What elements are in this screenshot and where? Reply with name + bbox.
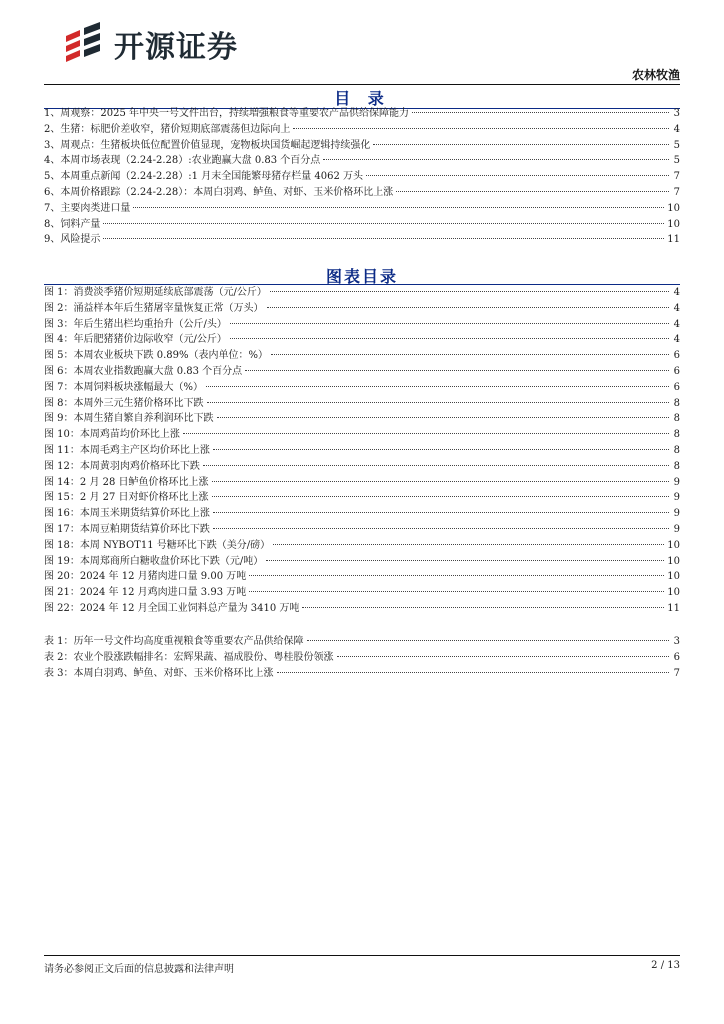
logo-mark-icon	[62, 22, 106, 66]
dot-leader	[230, 338, 669, 339]
toc-item-page: 7	[673, 171, 680, 183]
figure-item-label: 2024 年 12 月全国工业饲料总产量为 3410 万吨	[79, 602, 300, 614]
figure-item-label: 本周鸡苗均价环比上涨	[79, 429, 180, 441]
figure-item-number: 图 10：	[44, 429, 80, 441]
table-item-page: 3	[673, 636, 680, 647]
toc-item-number: 4、	[44, 155, 61, 167]
figure-item-label: 本周 NYBOT11 号糖环比下跌（美分/磅）	[79, 539, 271, 551]
figure-item-number: 图 18：	[44, 539, 80, 551]
dot-leader	[412, 112, 669, 113]
toc-item-number: 2、	[44, 123, 61, 135]
figure-item[interactable]	[44, 585, 680, 601]
table-item-number: 表 2：	[44, 651, 74, 663]
figure-item-number: 图 8：	[44, 397, 74, 409]
header-divider	[44, 84, 680, 85]
footer-disclaimer: 请务必参阅正文后面的信息披露和法律声明	[44, 964, 234, 975]
toc-item-number: 3、	[44, 139, 61, 151]
dot-leader	[302, 607, 664, 608]
footer-divider	[44, 955, 680, 956]
toc-item-number: 9、	[44, 234, 61, 246]
figure-item-label: 本周农业指数跑赢大盘 0.83 个百分点	[73, 365, 243, 377]
figure-item[interactable]	[44, 332, 680, 348]
toc-item-page: 10	[667, 218, 680, 230]
figure-item-label: 本周外三元生猪价格环比下跌	[73, 397, 204, 409]
figure-item-label: 本周豆粕期货结算价环比下跌	[79, 523, 210, 535]
brand-logo	[62, 22, 238, 66]
brand-name: 开源证券	[114, 30, 238, 65]
figure-item[interactable]	[44, 506, 680, 522]
figure-item-label: 本周生猪自繁自养利润环比下跌	[73, 413, 214, 425]
table-list	[44, 634, 680, 681]
dot-leader	[212, 496, 669, 497]
dot-leader	[270, 291, 669, 292]
toc-item-number: 1、	[44, 108, 61, 119]
toc-title: 目 录	[334, 89, 390, 108]
figure-item[interactable]	[44, 569, 680, 585]
toc-item-page: 3	[673, 108, 680, 119]
page-number: 2 / 13	[651, 960, 680, 971]
dot-leader	[213, 449, 669, 450]
toc-item[interactable]	[44, 169, 680, 185]
figure-item-label: 本周郑商所白糖收盘价环比下跌（元/吨）	[79, 555, 264, 567]
figure-item-label: 2024 年 12 月鸡肉进口量 3.93 万吨	[79, 587, 247, 599]
dot-leader	[337, 656, 669, 657]
table-item-label: 历年一号文件均高度重视粮食等重要农产品供给保障	[73, 636, 304, 647]
figure-item-page: 10	[667, 571, 680, 583]
figure-item-number: 图 5：	[44, 350, 74, 362]
dot-leader	[217, 417, 669, 418]
toc-item-page: 5	[673, 139, 680, 151]
figure-item-page: 8	[673, 460, 680, 472]
figure-item-page: 6	[673, 381, 680, 393]
toc-item-label: 风险提示	[60, 234, 101, 246]
figure-item-page: 9	[673, 476, 680, 488]
figure-item-page: 8	[673, 397, 680, 409]
figure-item[interactable]	[44, 396, 680, 412]
figure-item-label: 年后肥猪猪价边际收窄（元/公斤）	[73, 334, 227, 346]
toc-item[interactable]	[44, 185, 680, 201]
toc-item-label: 周观点：生猪板块低位配置价值显现，宠物板块国货崛起逻辑持续强化	[60, 139, 371, 151]
dot-leader	[267, 307, 669, 308]
figure-item-label: 本周玉米期货结算价环比上涨	[79, 508, 210, 520]
figure-item-label: 本周饲料板块涨幅最大（%）	[73, 381, 204, 393]
dot-leader	[212, 481, 669, 482]
figure-item-page: 10	[667, 587, 680, 599]
table-item-label: 农业个股涨跌幅排名：宏辉果蔬、福成股份、粤桂股份领涨	[73, 651, 334, 663]
figure-item-number: 图 19：	[44, 555, 80, 567]
dot-leader	[245, 370, 669, 371]
dot-leader	[249, 591, 664, 592]
figure-item-page: 4	[673, 287, 680, 298]
figure-item-page: 9	[673, 492, 680, 504]
figure-item-label: 2 月 27 日对虾价格环比上涨	[79, 492, 209, 504]
figure-item-label: 涌益样本年后生猪屠宰量恢复正常（万头）	[73, 302, 264, 314]
toc-item-label: 本周市场表现（2.24-2.28）:农业跑赢大盘 0.83 个百分点	[60, 155, 321, 167]
toc-item-number: 7、	[44, 202, 61, 214]
toc-item-number: 5、	[44, 171, 61, 183]
toc-item-page: 11	[667, 234, 680, 246]
figure-item-number: 图 21：	[44, 587, 80, 599]
table-item-page: 7	[673, 667, 680, 679]
figure-item[interactable]	[44, 475, 680, 491]
figure-item[interactable]	[44, 364, 680, 380]
dot-leader	[277, 672, 669, 673]
table-item-number: 表 3：	[44, 667, 74, 679]
figure-item[interactable]	[44, 443, 680, 459]
toc-list	[44, 106, 680, 248]
figure-item[interactable]	[44, 459, 680, 475]
toc-item-label: 生猪：标肥价差收窄，猪价短期底部震荡但边际向上	[60, 123, 291, 135]
figure-item[interactable]	[44, 285, 680, 301]
dot-leader	[213, 512, 669, 513]
figure-item[interactable]	[44, 348, 680, 364]
toc-item[interactable]	[44, 138, 680, 154]
dot-leader	[293, 128, 669, 129]
figure-item[interactable]	[44, 411, 680, 427]
figure-item-page: 4	[673, 334, 680, 346]
figure-item-page: 4	[673, 318, 680, 330]
toc-item-number: 6、	[44, 186, 61, 198]
toc-item-label: 主要肉类进口量	[60, 202, 131, 214]
dot-leader	[103, 223, 664, 224]
toc-item[interactable]	[44, 217, 680, 233]
figure-list	[44, 285, 680, 617]
figure-item-number: 图 4：	[44, 334, 74, 346]
figure-item[interactable]	[44, 522, 680, 538]
sector-tag: 农林牧渔	[631, 68, 680, 82]
figure-item-number: 图 7：	[44, 381, 74, 393]
figure-item-number: 图 11：	[44, 444, 80, 456]
figure-item-number: 图 17：	[44, 523, 80, 535]
dot-leader	[266, 560, 664, 561]
figure-item-number: 图 15：	[44, 492, 80, 504]
figure-item-page: 6	[673, 350, 680, 362]
toc-item[interactable]	[44, 122, 680, 138]
figure-item-page: 4	[673, 302, 680, 314]
table-item-page: 6	[673, 651, 680, 663]
figure-item[interactable]	[44, 301, 680, 317]
figure-item-page: 6	[673, 365, 680, 377]
figure-item-number: 图 16：	[44, 508, 80, 520]
toc-item-page: 4	[673, 123, 680, 135]
figure-item[interactable]	[44, 317, 680, 333]
figure-item[interactable]	[44, 538, 680, 554]
toc-item-label: 周观察：2025 年中央一号文件出台，持续増强粮食等重要农产品供给保障能力	[60, 108, 410, 119]
table-item[interactable]	[44, 650, 680, 666]
figure-item-label: 本周黄羽肉鸡价格环比下跌	[79, 460, 200, 472]
figure-item-label: 2 月 28 日鲈鱼价格环比上涨	[79, 476, 209, 488]
table-item[interactable]	[44, 634, 680, 650]
dot-leader	[206, 386, 669, 387]
table-item-number: 表 1：	[44, 636, 74, 647]
dot-leader	[230, 323, 669, 324]
dot-leader	[133, 207, 664, 208]
figure-item-page: 8	[673, 413, 680, 425]
figure-item-label: 本周毛鸡主产区均价环比上涨	[79, 444, 210, 456]
table-item[interactable]	[44, 666, 680, 682]
dot-leader	[307, 640, 669, 641]
figure-item[interactable]	[44, 490, 680, 506]
toc-item-label: 本周重点新闻（2.24-2.28）:1 月末全国能繁母猪存栏量 4062 万头	[60, 171, 364, 183]
dot-leader	[249, 575, 664, 576]
dot-leader	[183, 433, 669, 434]
figure-item-number: 图 12：	[44, 460, 80, 472]
toc-item[interactable]	[44, 201, 680, 217]
figure-item-number: 图 22：	[44, 602, 80, 614]
dot-leader	[207, 402, 669, 403]
figure-item-page: 10	[667, 539, 680, 551]
figure-item-number: 图 9：	[44, 413, 74, 425]
figure-item-number: 图 14：	[44, 476, 80, 488]
toc-item-page: 7	[673, 186, 680, 198]
toc-item-label: 本周价格跟踪（2.24-2.28）：本周白羽鸡、鲈鱼、对虾、玉米价格环比上涨	[60, 186, 394, 198]
toc-item[interactable]	[44, 153, 680, 169]
figure-item-label: 2024 年 12 月猪肉进口量 9.00 万吨	[79, 571, 247, 583]
figure-list-title: 图表目录	[325, 267, 398, 286]
figure-item-page: 10	[667, 555, 680, 567]
figure-item-number: 图 1：	[44, 287, 74, 298]
dot-leader	[213, 528, 669, 529]
figure-item-label: 年后生猪出栏均重抬升（公斤/头）	[73, 318, 227, 330]
dot-leader	[396, 191, 669, 192]
figure-item-page: 9	[673, 523, 680, 535]
figure-item-number: 图 3：	[44, 318, 74, 330]
figure-item-number: 图 20：	[44, 571, 80, 583]
figure-item[interactable]	[44, 554, 680, 570]
dot-leader	[373, 144, 669, 145]
dot-leader	[323, 159, 669, 160]
dot-leader	[366, 175, 669, 176]
figure-item-page: 8	[673, 444, 680, 456]
toc-item-label: 饲料产量	[60, 218, 101, 230]
dot-leader	[203, 465, 669, 466]
toc-item[interactable]	[44, 232, 680, 248]
figure-item-label: 消费淡季猪价短期延续底部震荡（元/公斤）	[73, 287, 267, 298]
figure-item-label: 本周农业板块下跌 0.89%（表内单位：%）	[73, 350, 268, 362]
dot-leader	[273, 544, 664, 545]
figure-item[interactable]	[44, 427, 680, 443]
figure-item-page: 8	[673, 429, 680, 441]
figure-item[interactable]	[44, 380, 680, 396]
figure-item-page: 11	[667, 602, 680, 614]
figure-item-page: 9	[673, 508, 680, 520]
toc-item-page: 10	[667, 202, 680, 214]
figure-item[interactable]	[44, 601, 680, 617]
dot-leader	[271, 354, 669, 355]
table-item-label: 本周白羽鸡、鲈鱼、对虾、玉米价格环比上涨	[73, 667, 274, 679]
toc-item-page: 5	[673, 155, 680, 167]
figure-item-number: 图 2：	[44, 302, 74, 314]
toc-item-number: 8、	[44, 218, 61, 230]
figure-item-number: 图 6：	[44, 365, 74, 377]
toc-item[interactable]	[44, 106, 680, 122]
dot-leader	[103, 238, 664, 239]
